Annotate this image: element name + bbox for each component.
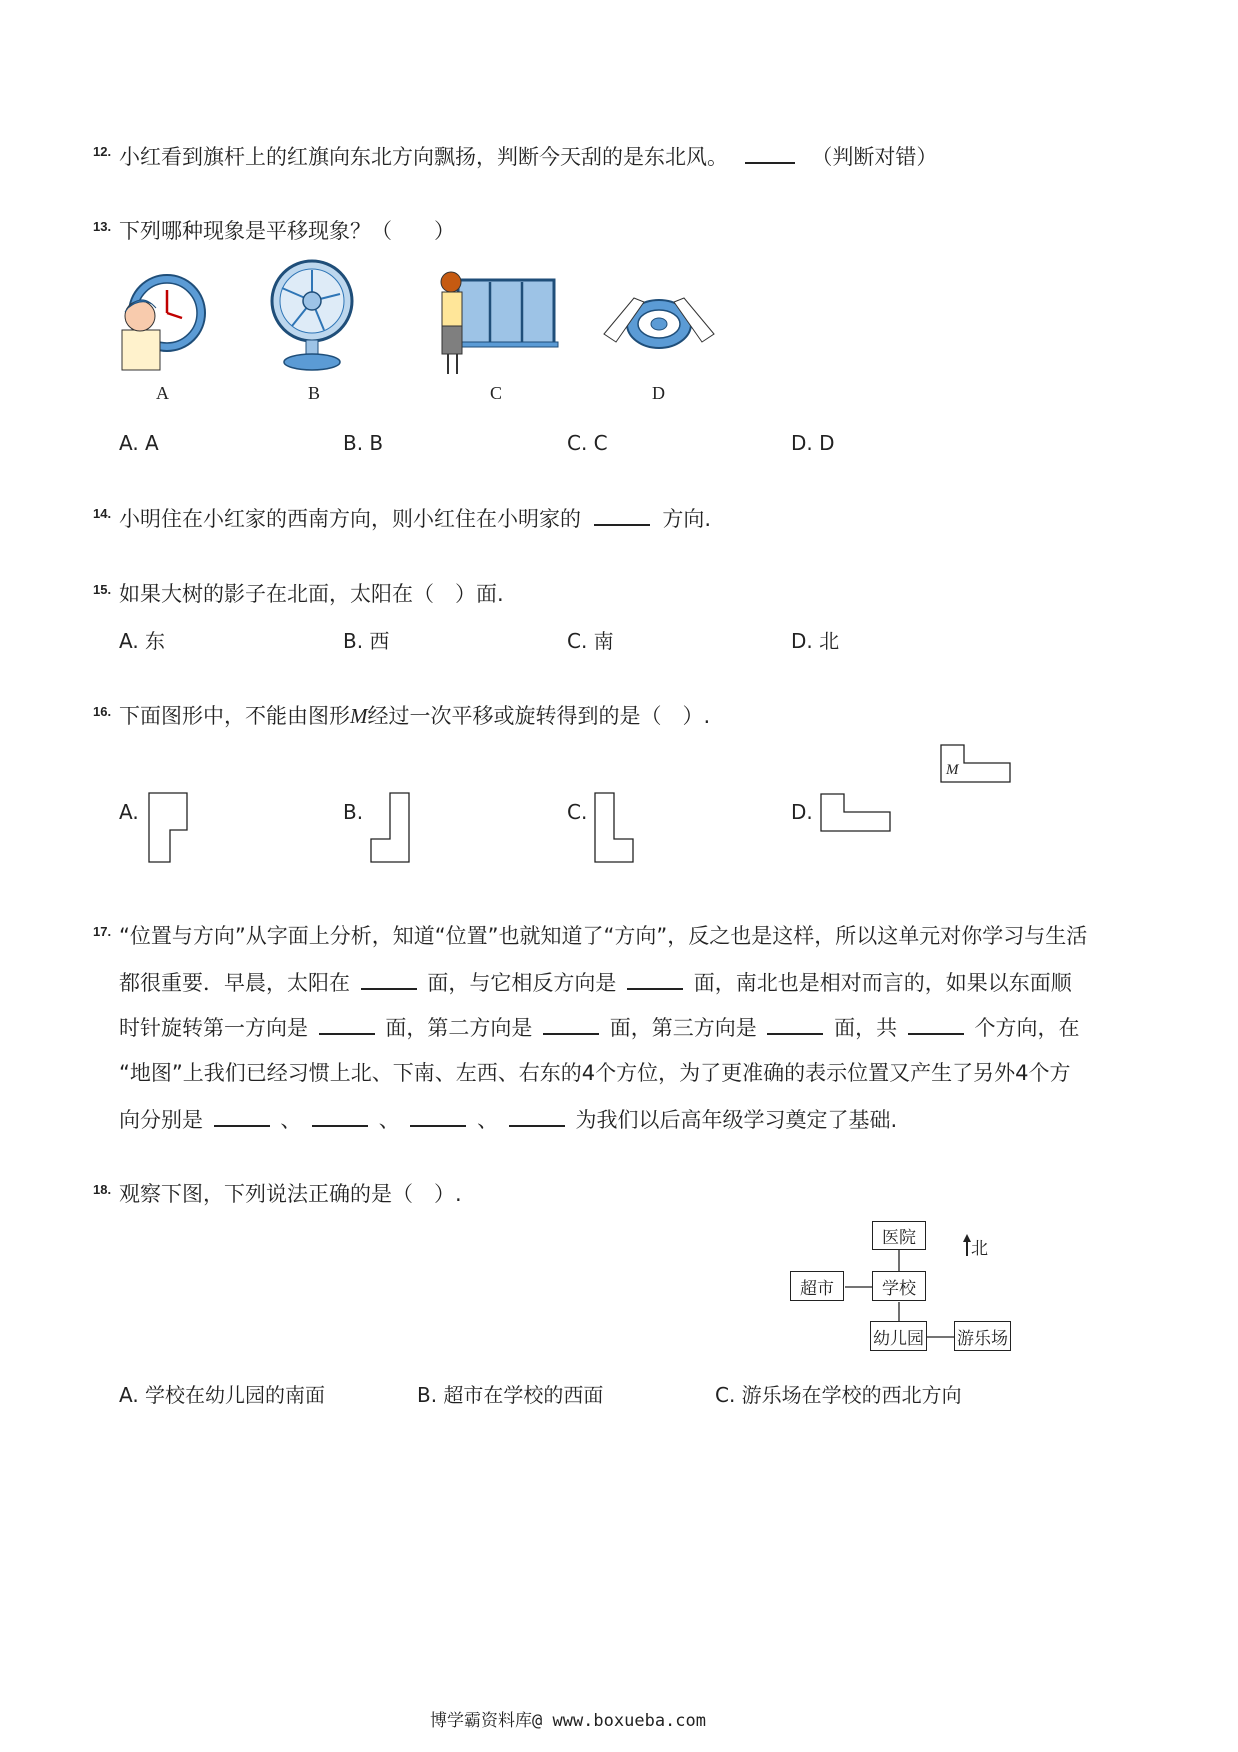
- option-b[interactable]: B. B: [343, 431, 384, 455]
- question-17-line-3: 时针旋转第一方向是 面，第二方向是 面，第三方向是 面，共 个方向，在: [119, 1013, 1080, 1042]
- answer-blank[interactable]: [543, 1013, 599, 1035]
- option-d[interactable]: D.: [791, 800, 813, 824]
- footer-watermark: 博学霸资料库@ www.boxueba.com: [430, 1711, 706, 1731]
- shape-option-d[interactable]: [820, 793, 892, 833]
- question-17-line-2: 都很重要．早晨，太阳在 面，与它相反方向是 面，南北也是相对而言的，如果以东面顺: [119, 968, 1072, 997]
- answer-blank[interactable]: [319, 1013, 375, 1035]
- option-c[interactable]: C.: [567, 800, 588, 824]
- fan-picture: [262, 256, 362, 376]
- picture-label-d: D: [652, 383, 665, 403]
- shape-option-a[interactable]: [148, 792, 190, 864]
- north-label: 北: [971, 1239, 988, 1259]
- clock-picture: [112, 268, 212, 378]
- shape-option-b[interactable]: [370, 792, 412, 864]
- question-17-line-4: “地图”上我们已经习惯上北、下南、左西、右东的4个方位，为了更准确的表示位置又产生了另外4个方: [119, 1061, 1071, 1085]
- option-c[interactable]: C. 南: [567, 629, 614, 653]
- answer-blank[interactable]: [908, 1013, 964, 1035]
- shape-option-c[interactable]: [594, 792, 636, 864]
- question-number: 16.: [93, 704, 112, 719]
- answer-blank[interactable]: [312, 1105, 368, 1127]
- option-a[interactable]: A.: [119, 800, 139, 824]
- map-hospital: 医院: [872, 1221, 926, 1250]
- question-16-text: 下面图形中，不能由图形M经过一次平移或旋转得到的是（ ）.: [119, 704, 711, 728]
- option-b[interactable]: B. 西: [343, 629, 390, 653]
- option-b[interactable]: B. 超市在学校的西面: [417, 1383, 604, 1407]
- answer-blank[interactable]: [509, 1105, 565, 1127]
- option-d[interactable]: D. D: [791, 431, 835, 455]
- answer-blank[interactable]: [627, 968, 683, 990]
- answer-blank[interactable]: [767, 1013, 823, 1035]
- shape-m-label: M: [946, 762, 959, 778]
- math-variable: M: [350, 704, 368, 728]
- question-18-text: 观察下图，下列说法正确的是（ ）.: [119, 1182, 462, 1206]
- question-number: 13.: [93, 219, 112, 234]
- option-a[interactable]: A. A: [119, 431, 159, 455]
- question-15-text: 如果大树的影子在北面，太阳在（ ）面.: [119, 582, 504, 606]
- answer-blank[interactable]: [410, 1105, 466, 1127]
- picture-label-b: B: [308, 383, 321, 403]
- answer-blank[interactable]: [214, 1105, 270, 1127]
- answer-blank[interactable]: [361, 968, 417, 990]
- question-number: 18.: [93, 1182, 112, 1197]
- option-d[interactable]: D. 北: [791, 629, 840, 653]
- map-school: 学校: [872, 1271, 926, 1301]
- question-number: 14.: [93, 506, 112, 521]
- question-number: 17.: [93, 924, 112, 939]
- picture-label-a: A: [156, 383, 169, 403]
- answer-blank[interactable]: [745, 142, 795, 164]
- option-a[interactable]: A. 东: [119, 629, 166, 653]
- question-17-line-5: 向分别是 、 、 、 为我们以后高年级学习奠定了基础.: [119, 1105, 897, 1134]
- map-park: 游乐场: [954, 1321, 1011, 1351]
- map-supermarket: 超市: [790, 1271, 844, 1301]
- option-b[interactable]: B.: [343, 800, 364, 824]
- question-13-text: 下列哪种现象是平移现象？（ ）: [119, 219, 455, 243]
- question-14-text: 小明住在小红家的西南方向，则小红住在小明家的 方向.: [119, 504, 711, 533]
- question-number: 15.: [93, 582, 112, 597]
- picture-label-c: C: [490, 383, 503, 403]
- question-number: 12.: [93, 144, 112, 159]
- map-kindergarten: 幼儿园: [870, 1321, 927, 1351]
- option-c[interactable]: C. C: [567, 431, 608, 455]
- question-17-line-1: “位置与方向”从字面上分析，知道“位置”也就知道了“方向”，反之也是这样，所以这单元对你学习与生活: [119, 924, 1088, 948]
- answer-blank[interactable]: [594, 504, 650, 526]
- question-12-text: 小红看到旗杆上的红旗向东北方向飘扬，判断今天刮的是东北风。 （判断对错）: [119, 142, 937, 171]
- option-a[interactable]: A. 学校在幼儿园的南面: [119, 1383, 326, 1407]
- steering-wheel-picture: [604, 288, 714, 358]
- option-c[interactable]: C. 游乐场在学校的西北方向: [715, 1383, 962, 1407]
- window-picture: [436, 268, 560, 378]
